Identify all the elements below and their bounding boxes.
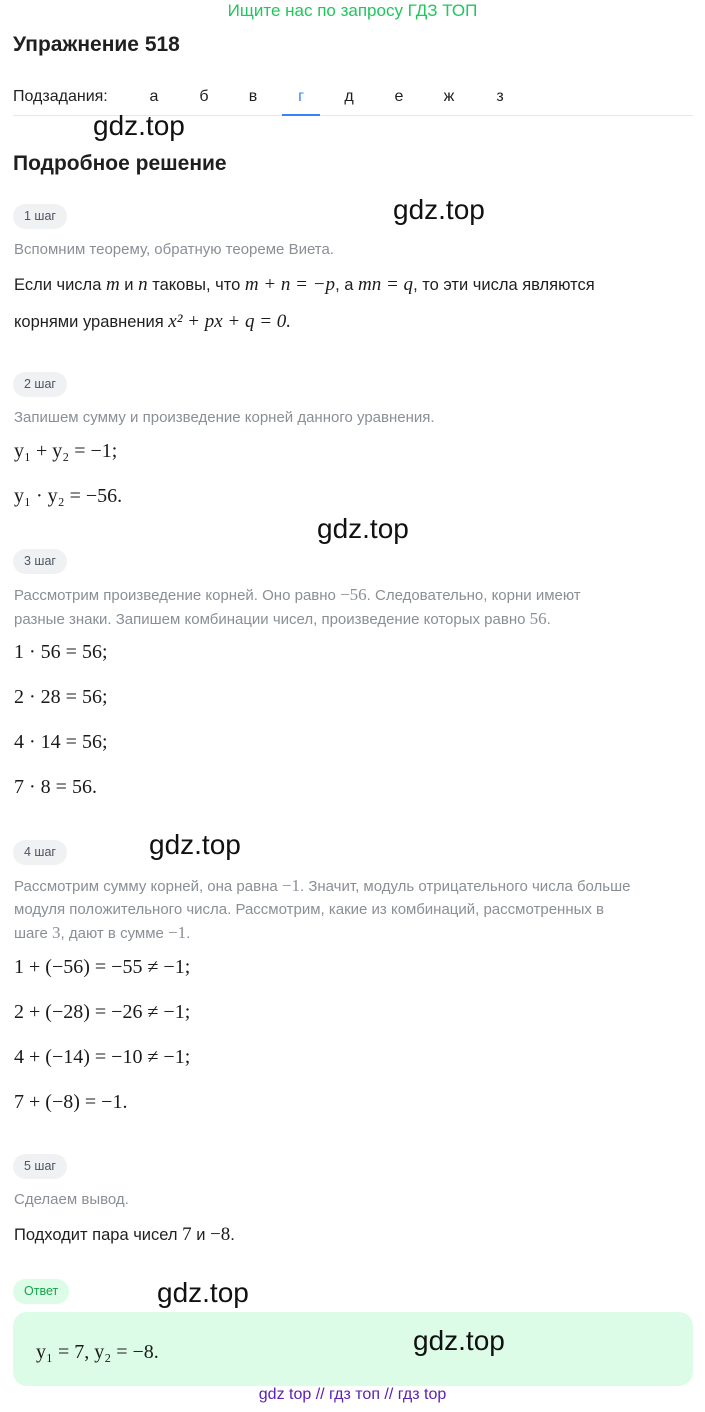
math-line: 1 + (−56) = −55 ≠ −1; bbox=[14, 956, 191, 978]
step-text: корнями уравнения x² + px + q = 0. bbox=[14, 311, 292, 332]
step-note: Запишем сумму и произведение корней данного уравнения. bbox=[14, 409, 435, 426]
math-line: 4 + (−14) = −10 ≠ −1; bbox=[14, 1046, 191, 1068]
subtask-e[interactable]: е bbox=[394, 88, 404, 105]
math-equation: x² + px + q = 0. bbox=[168, 311, 292, 332]
subtask-d[interactable]: д bbox=[344, 88, 354, 105]
math-line: y₁ + y₂ = −1; bbox=[14, 440, 118, 462]
step-note: Вспомним теорему, обратную теореме Виета. bbox=[14, 241, 335, 258]
math-line: 7 · 8 = 56. bbox=[14, 776, 97, 798]
math-line: y₁ · y₂ = −56. bbox=[14, 485, 123, 507]
watermark: gdz.top bbox=[393, 194, 485, 225]
step-note: Сделаем вывод. bbox=[14, 1191, 129, 1208]
math-line: 4 · 14 = 56; bbox=[14, 731, 108, 753]
step-badge: 1 шаг bbox=[13, 204, 67, 229]
watermark: gdz.top bbox=[317, 513, 409, 544]
math-expression: mn = q bbox=[358, 274, 414, 295]
top-banner[interactable]: Ищите нас по запросу ГДЗ ТОП bbox=[227, 1, 478, 20]
answer-badge: Ответ bbox=[13, 1279, 69, 1304]
watermark: gdz.top bbox=[157, 1277, 249, 1308]
subtask-g-active[interactable]: г bbox=[282, 88, 320, 116]
subtask-a[interactable]: а bbox=[149, 88, 159, 105]
watermark: gdz.top bbox=[149, 829, 241, 860]
answer-value: y₁ = 7, y₂ = −8. bbox=[36, 1341, 159, 1363]
math-var: n bbox=[138, 274, 148, 295]
math-var: m bbox=[105, 274, 120, 295]
subtasks-label: Подзадания: bbox=[13, 88, 108, 105]
subtask-b[interactable]: б bbox=[199, 88, 209, 105]
math-line: 7 + (−8) = −1. bbox=[14, 1091, 128, 1113]
subtask-zh[interactable]: ж bbox=[443, 88, 455, 105]
subtask-v[interactable]: в bbox=[248, 88, 258, 105]
watermark: gdz.top bbox=[93, 110, 185, 141]
step-badge: 4 шаг bbox=[13, 840, 67, 865]
step-badge: 3 шаг bbox=[13, 549, 67, 574]
math-line: 1 · 56 = 56; bbox=[14, 641, 108, 663]
math-line: 2 · 28 = 56; bbox=[14, 686, 108, 708]
math-line: 2 + (−28) = −26 ≠ −1; bbox=[14, 1001, 191, 1023]
step-badge: 5 шаг bbox=[13, 1154, 67, 1179]
math-expression: m + n = −p bbox=[244, 274, 336, 295]
footer-links[interactable]: gdz top // гдз топ // гдз top bbox=[258, 1386, 447, 1403]
step-text: Подходит пара чисел 7 и −8. bbox=[14, 1224, 235, 1245]
step-note: Рассмотрим сумму корней, она равна −1. Значит, модуль отрицательного числа больше модуля положительного числа. Рассмотрим, какие из комбинаций, рассмотренных в шаге 3, дают в сумме −1. bbox=[14, 876, 631, 942]
exercise-title: Упражнение 518 bbox=[13, 33, 180, 56]
step-text: Если числа m и n таковы, что m + n = −p, а mn = q, то эти числа являются bbox=[14, 274, 595, 295]
watermark: gdz.top bbox=[413, 1325, 505, 1356]
math-number: −8 bbox=[210, 1224, 231, 1245]
step-note: Рассмотрим произведение корней. Оно равно −56. Следовательно, корни имеют разные знаки. Запишем комбинации чисел, произведение которых равно 56. bbox=[14, 585, 581, 628]
step-badge: 2 шаг bbox=[13, 372, 67, 397]
subtask-z[interactable]: з bbox=[496, 88, 504, 105]
math-number: 7 bbox=[182, 1224, 192, 1245]
solution-heading: Подробное решение bbox=[13, 152, 227, 175]
